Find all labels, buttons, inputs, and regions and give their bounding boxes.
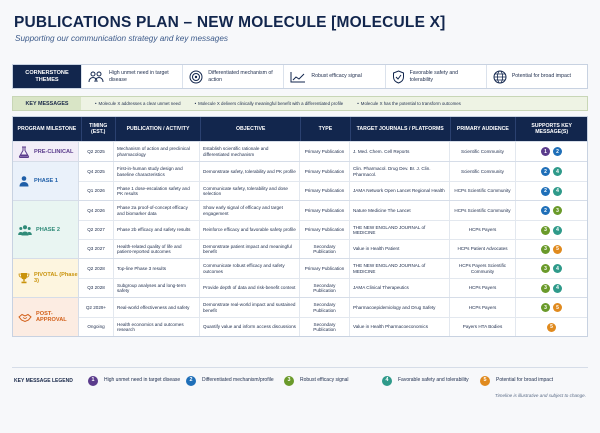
audience-cell: HCPs Payers (449, 221, 515, 239)
audience-cell: HCPs Scientific Community (449, 201, 515, 220)
page-title: PUBLICATIONS PLAN – NEW MOLECULE [MOLECULE X] (14, 14, 446, 31)
key-message-badge-4: 4 (553, 167, 562, 176)
timing-cell: Q2 2028 (87, 265, 105, 271)
legend-label: KEY MESSAGE LEGEND (14, 377, 73, 384)
globe-icon (493, 70, 507, 84)
table-body (13, 141, 587, 336)
hands-icon (18, 311, 32, 323)
group-icon (18, 224, 32, 236)
milestone-label: PRE-CLINICAL (34, 148, 74, 155)
milestone-group (13, 258, 587, 297)
key-message-badge-4: 4 (553, 284, 562, 293)
footnote: Timeline is illustrative and subject to change. (494, 393, 586, 398)
legend-item-label: Favorable safety and tolerability (398, 377, 469, 384)
theme-label: Potential for broad impact (511, 73, 571, 80)
table-row (79, 259, 587, 278)
milestone-cell (13, 298, 79, 336)
timing-cell: Ongoing (87, 324, 105, 330)
publications-table (12, 116, 588, 337)
table-row (79, 220, 587, 239)
activity-cell: Mechanism of action and preclinical pharmacology (113, 142, 199, 161)
key-message-badge-5: 5 (547, 323, 556, 332)
key-message-badge-1: 1 (88, 376, 98, 386)
key-messages-cell (515, 201, 587, 220)
table-header (13, 117, 587, 141)
legend-item-label: Differentiated mechanism/profile (202, 377, 274, 384)
audience-cell: Scientific Community (449, 142, 515, 161)
theme-unmet-need (81, 65, 182, 88)
key-message-badge-5: 5 (553, 303, 562, 312)
legend-item (186, 376, 284, 386)
key-messages-cell (515, 142, 587, 161)
column-header: PRIMARY AUDIENCE (450, 117, 516, 141)
table-row (79, 162, 587, 181)
key-message-badge-5: 5 (553, 245, 562, 254)
key-message-badge-2: 2 (541, 167, 550, 176)
type-cell: Secondary Publication (299, 298, 349, 317)
journals-cell: THE NEW ENGLAND JOURNAL of MEDICINE (349, 221, 449, 239)
timing-cell: Q3 2027 (87, 246, 105, 252)
milestone-cell (13, 201, 79, 258)
milestone-cell (13, 142, 79, 161)
journals-cell: J. Med. Chem. Cell Reports (349, 142, 449, 161)
key-message-badge-5: 5 (480, 376, 490, 386)
column-header: TIMING (EST.) (81, 117, 115, 141)
audience-cell: Scientific Community (449, 162, 515, 181)
person-icon (18, 175, 30, 187)
key-message-badge-1: 1 (541, 147, 550, 156)
table-row (79, 239, 587, 258)
activity-cell: Phase 2b efficacy and safety results (113, 221, 199, 239)
people-icon (88, 71, 104, 83)
milestone-group (13, 161, 587, 200)
objective-cell: Communicate safety, tolerability and dose selection (199, 182, 299, 200)
objective-cell: Reinforce efficacy and favorable safety profile (199, 221, 299, 239)
key-messages-cell (515, 182, 587, 200)
legend-item-label: High unmet need in target disease (104, 377, 181, 384)
table-row (79, 278, 587, 297)
objective-cell: Establish scientific rationale and differentiated mechanism (199, 142, 299, 161)
key-messages-band (12, 96, 588, 111)
key-messages-cell (515, 221, 587, 239)
table-row (79, 201, 587, 220)
legend-item (480, 376, 578, 386)
key-message-badge-2: 2 (541, 206, 550, 215)
key-message-badge-3: 3 (553, 206, 562, 215)
activity-cell: Health economics and outcomes research (113, 318, 199, 336)
timing-cell: Q2 2025 (87, 148, 105, 154)
objective-cell: Quantify value and inform access discussions (199, 318, 299, 336)
key-message: • Molecule X addresses a clear unmet need (81, 101, 181, 106)
legend-item-label: Robust efficacy signal (300, 377, 349, 384)
key-messages-cell (515, 318, 587, 336)
audience-cell: HCPs Payers (449, 279, 515, 297)
key-message-badge-3: 3 (541, 284, 550, 293)
milestone-group (13, 297, 587, 336)
key-message-badge-3: 3 (541, 245, 550, 254)
journals-cell: Clin. Pharmacol. Drug Dev. Br. J. Clin. Pharmacol. (349, 162, 449, 181)
milestone-label: PIVOTAL (Phase 3) (34, 272, 78, 284)
theme-broad-impact (486, 65, 587, 88)
activity-cell: Subgroup analyses and long-term safety (113, 279, 199, 297)
type-cell: Primary Publication (299, 259, 349, 278)
journals-cell: Value in Health Pharmacoeconomics (349, 318, 449, 336)
activity-cell: Phase 1 dose-escalation safety and PK results (113, 182, 199, 200)
key-message-badge-2: 2 (186, 376, 196, 386)
theme-label: Differentiated mechanism of action (208, 70, 273, 83)
column-header: PROGRAM MILESTONE (17, 125, 77, 132)
journals-cell: JAMA Clinical Therapeutics (349, 279, 449, 297)
milestone-cell (13, 259, 79, 297)
audience-cell: HCPs Payers Scientific Community (449, 259, 515, 278)
objective-cell: Provide depth of data and risk-benefit context (199, 279, 299, 297)
key-message-badge-3: 3 (541, 264, 550, 273)
legend-items (88, 376, 578, 386)
type-cell: Primary Publication (299, 201, 349, 220)
type-cell: Secondary Publication (299, 279, 349, 297)
type-cell: Primary Publication (299, 142, 349, 161)
key-message-badge-2: 2 (553, 147, 562, 156)
theme-label: Favorable safety and tolerability (409, 70, 459, 83)
timing-cell: Q2 2029+ (85, 304, 107, 310)
key-messages-cell (515, 298, 587, 317)
cornerstone-themes-band (12, 64, 588, 89)
audience-cell: Payers HTA Bodies (449, 318, 515, 336)
milestone-group (13, 200, 587, 258)
activity-cell: First-in-human study design and baseline characteristics (113, 162, 199, 181)
trend-chart-icon (290, 71, 306, 83)
legend-item-label: Potential for broad impact (496, 377, 553, 384)
key-messages-cell (515, 162, 587, 181)
key-messages-cell (515, 240, 587, 258)
timing-cell: Q1 2026 (87, 188, 105, 194)
key-message-badge-4: 4 (382, 376, 392, 386)
timing-cell: Q2 2027 (87, 227, 105, 233)
type-cell: Primary Publication (299, 182, 349, 200)
key-message-badge-4: 4 (553, 226, 562, 235)
type-cell: Secondary Publication (299, 318, 349, 336)
key-message-badge-4: 4 (553, 264, 562, 273)
audience-cell: HCPs Payers (449, 298, 515, 317)
objective-cell: Show early signal of efficacy and target engagement (199, 201, 299, 220)
table-row (79, 181, 587, 200)
key-message: • Molecule X has the potential to transform outcomes (343, 101, 461, 106)
milestone-label: PHASE 2 (36, 226, 60, 233)
legend-item (382, 376, 480, 386)
key-message-badge-2: 2 (541, 187, 550, 196)
activity-cell: Health-related quality of life and patient-reported outcomes (113, 240, 199, 258)
column-header: OBJECTIVE (200, 117, 300, 141)
column-header: SUPPORTS KEY MESSAGE(S) (515, 117, 587, 141)
milestone-label: PHASE 1 (34, 178, 58, 184)
audience-cell: HCPs Patient Advocates (449, 240, 515, 258)
theme-safety (385, 65, 486, 88)
legend-item (88, 376, 186, 386)
theme-label: Robust efficacy signal (311, 73, 362, 80)
table-row (79, 142, 587, 161)
milestone-cell (13, 162, 79, 200)
timing-cell: Q4 2025 (87, 168, 105, 174)
key-message-badge-3: 3 (541, 303, 550, 312)
table-row (79, 317, 587, 336)
objective-cell: Demonstrate patient impact and meaningful benefit (199, 240, 299, 258)
shield-icon (392, 70, 405, 84)
key-messages-cell (515, 259, 587, 278)
trophy-icon (18, 272, 30, 284)
journals-cell: THE NEW ENGLAND JOURNAL of MEDICINE (349, 259, 449, 278)
journals-cell: Nature Medicine The Lancet (349, 201, 449, 220)
key-messages-cell (515, 279, 587, 297)
activity-cell: Top-line Phase 3 results (113, 259, 199, 278)
type-cell: Primary Publication (299, 221, 349, 239)
objective-cell: Demonstrate real-world impact and sustained benefit (199, 298, 299, 317)
journals-cell: Value in Health Patient (349, 240, 449, 258)
key-message: • Molecule X delivers clinically meaningful benefit with a differentiated profile (181, 101, 344, 106)
column-header: TYPE (300, 117, 350, 141)
column-header: TARGET JOURNALS / PLATFORMS (350, 117, 450, 141)
type-cell: Primary Publication (299, 162, 349, 181)
page-subtitle: Supporting our communication strategy and key messages (15, 34, 228, 43)
column-header: PUBLICATION / ACTIVITY (115, 117, 201, 141)
type-cell: Secondary Publication (299, 240, 349, 258)
theme-mechanism (182, 65, 283, 88)
key-message-badge-3: 3 (284, 376, 294, 386)
target-icon (189, 70, 203, 84)
timing-cell: Q3 2028 (87, 285, 105, 291)
theme-label: High unmet need in target disease (109, 70, 169, 83)
journals-cell: Pharmacoepidemiology and Drug Safety (349, 298, 449, 317)
timing-cell: Q4 2026 (87, 207, 105, 213)
flask-icon (18, 146, 30, 158)
table-row (79, 298, 587, 317)
milestone-label: POST-APPROVAL (36, 311, 67, 323)
activity-cell: Real-world effectiveness and safety (113, 298, 199, 317)
objective-cell: Communicate robust efficacy and safety outcomes (199, 259, 299, 278)
key-message-badge-3: 3 (541, 226, 550, 235)
milestone-group (13, 141, 587, 161)
activity-cell: Phase 2a proof-of-concept efficacy and biomarker data (113, 201, 199, 220)
key-message-legend (12, 367, 588, 393)
audience-cell: HCPs Scientific Community (449, 182, 515, 200)
legend-item (284, 376, 382, 386)
key-messages-label: KEY MESSAGES (13, 97, 81, 110)
cornerstone-themes-label: CORNERSTONE THEMES (13, 65, 81, 88)
journals-cell: JAMA Network Open Lancet Regional Health (349, 182, 449, 200)
key-message-badge-4: 4 (553, 187, 562, 196)
objective-cell: Demonstrate safety, tolerability and PK profile (199, 162, 299, 181)
theme-efficacy (283, 65, 384, 88)
